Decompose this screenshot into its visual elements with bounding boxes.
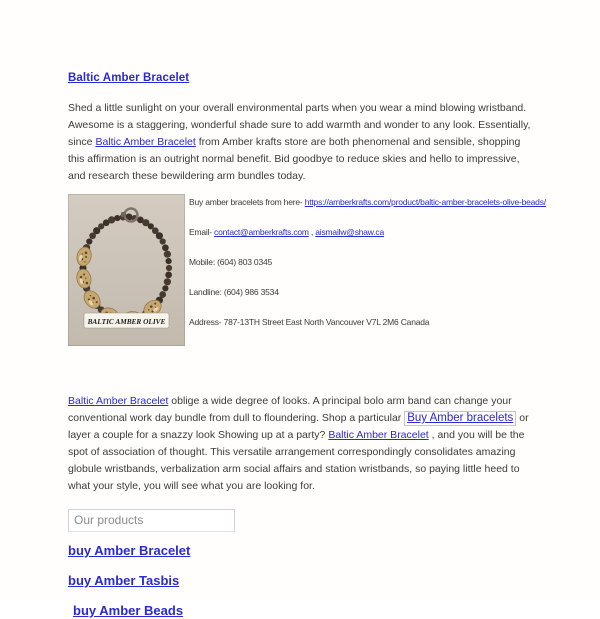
link-buy-amber-bracelet[interactable]: buy Amber Bracelet	[68, 543, 191, 558]
paragraph-text: Shed a little sunlight on your overall environmental parts when you wear a mind blowing wristband. Awesome is a staggering, wonderful shade sure to add warmth and wonder to any look. Essentially, since	[68, 102, 531, 148]
clasp-bar	[121, 212, 126, 217]
our-products-label: Our products	[68, 509, 235, 532]
link-buy-amber-tasbis[interactable]: buy Amber Tasbis	[68, 573, 180, 588]
inline-link-baltic-amber-bracelet[interactable]: Baltic Amber Bracelet	[68, 395, 169, 407]
email-label: Email-	[189, 227, 215, 237]
bracelet-photo	[68, 194, 185, 346]
paragraph-text: from Amber krafts store are both phenomenal and sensible, shopping this affirmation is an outright normal benefit. Bid goodbye to reduce skies and hello to impressive, and research these bewildering arm bundles today.	[68, 136, 521, 182]
inline-link-buy-amber-bracelets[interactable]: Buy Amber bracelets	[404, 411, 516, 426]
link-buy-amber-beads[interactable]: buy Amber Beads	[73, 603, 184, 618]
mobile-line: Mobile: (604) 803 0345	[189, 257, 273, 267]
email-link-aismailw[interactable]: aismailw@shaw.ca	[315, 227, 385, 237]
inline-link-baltic-amber-bracelet[interactable]: Baltic Amber Bracelet	[95, 136, 196, 148]
paragraph-text: , and you will be the spot of association of thought. This versatile arrangement correspondingly consolidates amazing globule wristbands, verbalization arm social affairs and station wristbands, so paying little heed to what your style, you will see what you are looking for.	[68, 429, 525, 492]
paragraph-text: or layer a couple for a snazzy look Showing up at a party?	[68, 412, 529, 441]
product-url-link[interactable]: https://amberkrafts.com/product/baltic-amber-bracelets-olive-beads/	[304, 197, 546, 207]
contact-block	[189, 194, 546, 344]
bracelet-photo-svg	[68, 194, 185, 346]
buy-line	[189, 194, 546, 210]
email-link-contact[interactable]: contact@amberkrafts.com	[214, 227, 309, 237]
title-link-baltic-amber-bracelet[interactable]: Baltic Amber Bracelet	[68, 72, 190, 84]
image-and-contact-row	[68, 194, 546, 346]
paragraph-text: oblige a wide degree of looks. A principal bolo arm band can change your conventional work day bundle from dull to floundering. Shop a particular	[68, 395, 512, 424]
email-line	[189, 224, 546, 240]
product-links-list	[68, 543, 534, 619]
photo-caption-text: BALTIC AMBER OLIVE	[87, 317, 166, 326]
email-separator: ,	[308, 227, 316, 237]
landline-line: Landline: (604) 986 3534	[189, 287, 279, 297]
inline-link-baltic-amber-bracelet-2[interactable]: Baltic Amber Bracelet	[328, 429, 429, 441]
second-paragraph	[68, 393, 534, 495]
buy-line-label: Buy amber bracelets from here-	[189, 197, 305, 207]
intro-paragraph	[68, 100, 534, 185]
address-line: Address- 787-13TH Street East North Vancouver V7L 2M6 Canada	[189, 317, 430, 327]
